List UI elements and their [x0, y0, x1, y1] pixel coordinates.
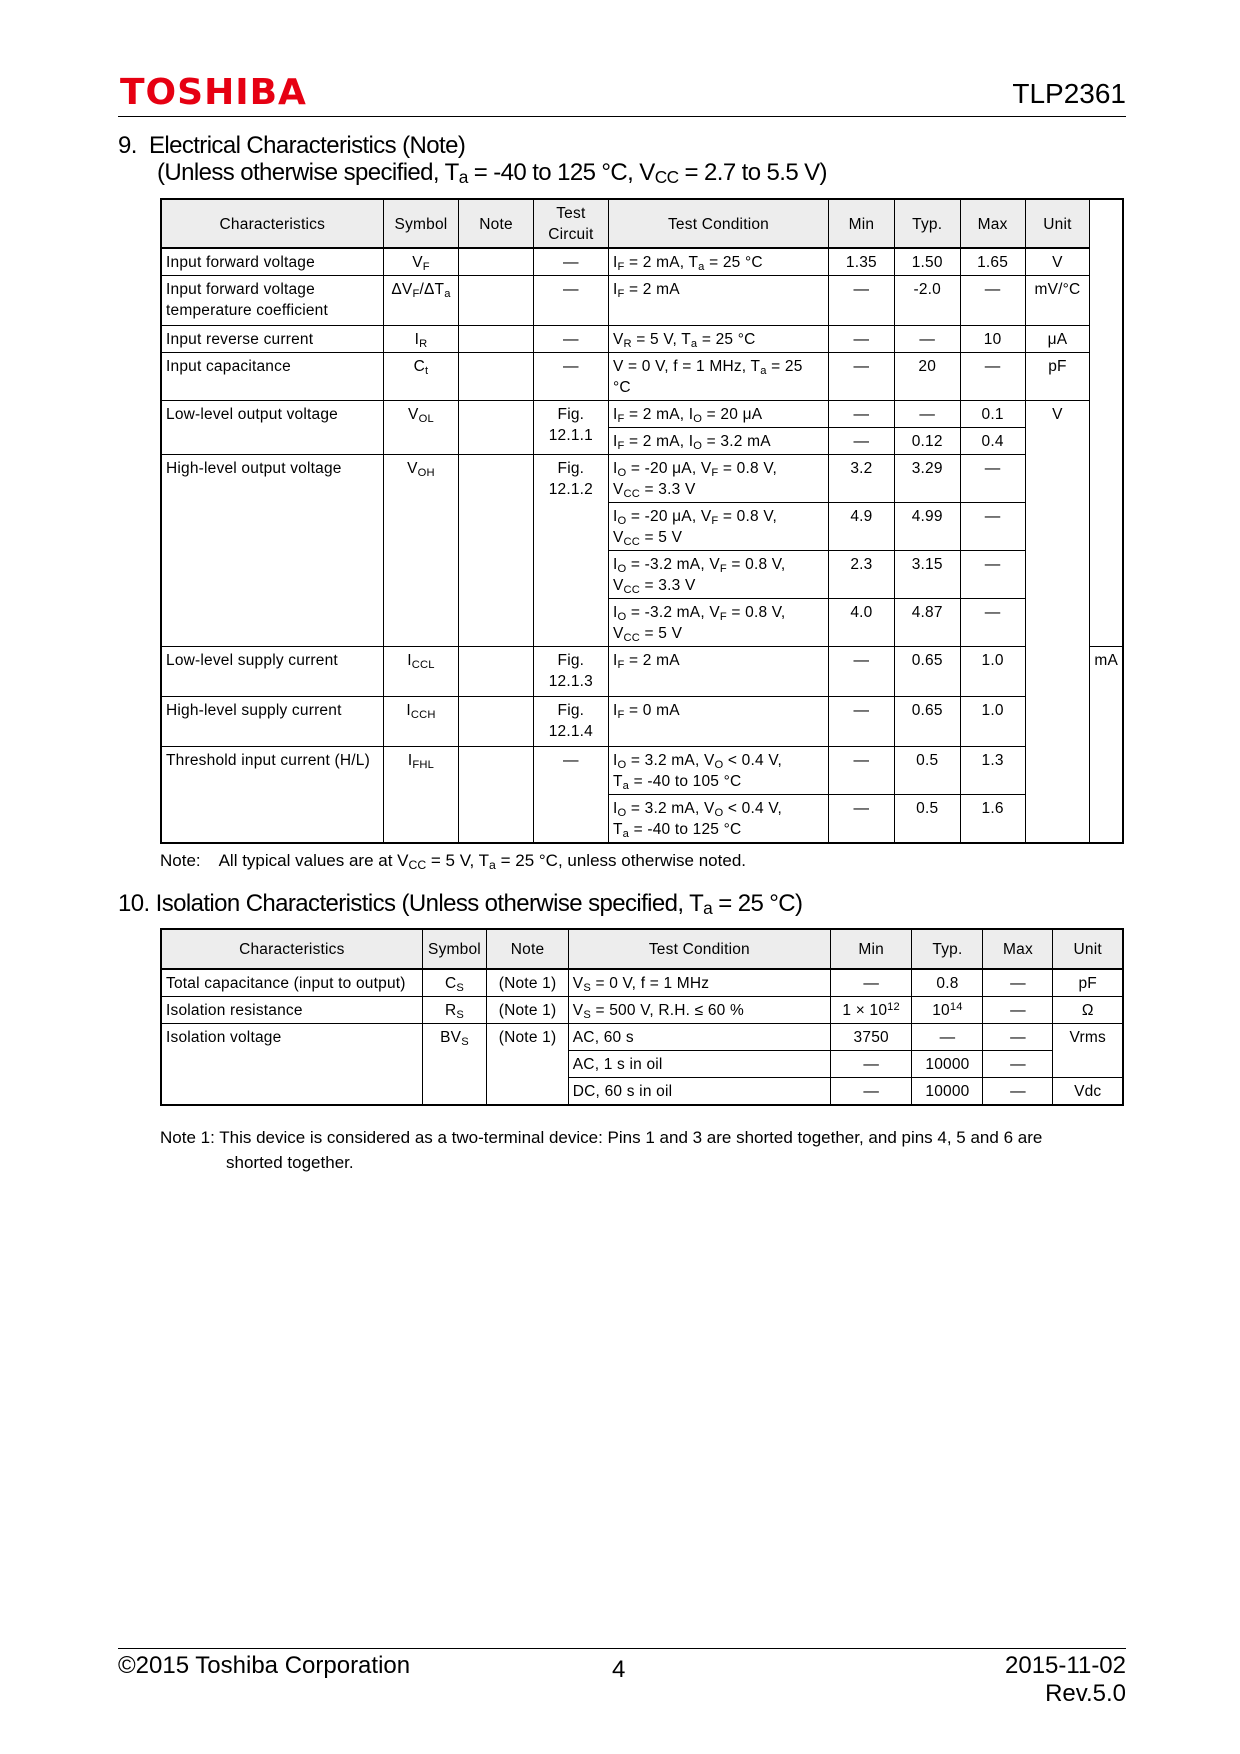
table-row: Low-level output voltage $V_{OL}$ Fig. 12.1.1 $I_F = 2$ mA, $I_O = 20$ μA — — 0.1 V — [161, 401, 1123, 428]
toshiba-logo: TOSHIBA — [120, 72, 307, 113]
table-row: AC, 1 s in oil — 10000 — — [161, 1051, 1123, 1078]
section9-title: 9. Electrical Characteristics (Note) — [118, 132, 466, 159]
page-number: 4 — [612, 1656, 626, 1683]
col-test-condition: Test Condition — [608, 199, 828, 248]
table-row: Isolation voltage $BV_S$ (Note 1) AC, 60 s 3750 — — Vrms — [161, 1024, 1123, 1051]
isolation-characteristics-table — [160, 928, 1124, 1106]
col-note: Note — [459, 199, 533, 248]
col-min: Min — [828, 199, 894, 248]
col-test-circuit: Test Circuit — [533, 199, 608, 248]
table-row: DC, 60 s in oil — 10000 — Vdc — [161, 1078, 1123, 1106]
table-row: Input reverse current $I_R$ — $V_R = 5$ V, $T_a = 25$ °C — — 10 μA — [161, 326, 1123, 353]
header-rule — [118, 116, 1126, 117]
footer-rule — [118, 1648, 1126, 1649]
col-max: Max — [960, 199, 1025, 248]
col-typ: Typ. — [894, 199, 960, 248]
copyright: ©2015 Toshiba Corporation — [118, 1652, 411, 1679]
col-unit: Unit — [1025, 199, 1090, 248]
table-row: $I_F = 2$ mA, $I_O = 3.2$ mA — 0.12 0.4 — [161, 428, 1123, 455]
table-row: Input capacitance $C_t$ — V = 0 V, f = 1 MHz, $T_a = 25$ °C — 20 — pF — [161, 353, 1123, 401]
part-number: TLP2361 — [1012, 78, 1126, 109]
table-row: Threshold input current (H/L) $I_{FHL}$ — $I_O = 3.2$ mA, $V_O < 0.4$ V, $T_a = -40$ to 105 °C — 0.5 1.3 — [161, 747, 1123, 795]
table-header-row: Characteristics Symbol Note Test Condition Min Typ. Max Unit — [161, 929, 1123, 969]
table-row: High-level supply current $I_{CCH}$ Fig. 12.1.4 $I_F = 0$ mA — 0.65 1.0 — [161, 697, 1123, 747]
table-row: Total capacitance (input to output) $C_S$ (Note 1) $V_S = 0$ V, f = 1 MHz — 0.8 — pF — [161, 969, 1123, 997]
table-row: $I_O = 3.2$ mA, $V_O < 0.4$ V, $T_a = -40$ to 125 °C — 0.5 1.6 — [161, 795, 1123, 844]
col-symbol: Symbol — [383, 199, 459, 248]
col-characteristics: Characteristics — [161, 199, 383, 248]
table-row: Low-level supply current $I_{CCL}$ Fig. 12.1.3 $I_F = 2$ mA — 0.65 1.0 mA — [161, 647, 1123, 697]
table-row: $I_O = -3.2$ mA, $V_F = 0.8$ V, $V_{CC} = 5$ V 4.0 4.87 — — [161, 599, 1123, 647]
section10-heading: 10. Isolation Characteristics (Unless otherwise specified, $T_a = 25$ °C) — [118, 890, 803, 918]
table-row: High-level output voltage $V_{OH}$ Fig. 12.1.2 $I_O = -20$ μA, $V_F = 0.8$ V, $V_{CC} = 3.3$ V 3.2 3.29 — — [161, 455, 1123, 503]
date-and-revision — [1005, 1652, 1126, 1708]
table-row: $I_O = -20$ μA, $V_F = 0.8$ V, $V_{CC} = 5$ V 4.9 4.99 — — [161, 503, 1123, 551]
revision-date: 2015-11-02 — [1005, 1652, 1126, 1679]
electrical-characteristics-table — [160, 198, 1124, 844]
section9-note: Note: All typical values are at $V_{CC} = 5$ V, $T_a = 25$ °C, unless otherwise noted. — [160, 851, 746, 872]
table-header-row — [161, 199, 1123, 248]
table-row: Input forward voltage $V_F$ — $I_F = 2$ mA, $T_a = 25$ °C 1.35 1.50 1.65 V — [161, 248, 1123, 276]
table-row: $I_O = -3.2$ mA, $V_F = 0.8$ V, $V_{CC} = 3.3$ V 2.3 3.15 — — [161, 551, 1123, 599]
section9-heading — [118, 132, 827, 186]
section9-conditions: (Unless otherwise specified, $T_a = -40$ to 125 °C, $V_{CC} = 2.7$ to 5.5 V) — [157, 159, 827, 187]
table-row: Isolation resistance $R_S$ (Note 1) $V_S = 500$ V, R.H. ≤ 60 % $1 \times 10^{12}$ $10^{14}$ — Ω — [161, 997, 1123, 1024]
table-row: Input forward voltage temperature coefficient $\Delta V_F/\Delta T_a$ — $I_F = 2$ mA — -2.0 — mV/°C — [161, 276, 1123, 326]
section10-note: Note 1: This device is considered as a two-terminal device: Pins 1 and 3 are shorted together, and pins 4, 5 and 6 are shorted together. — [160, 1128, 1043, 1172]
revision: Rev.5.0 — [1045, 1680, 1126, 1707]
